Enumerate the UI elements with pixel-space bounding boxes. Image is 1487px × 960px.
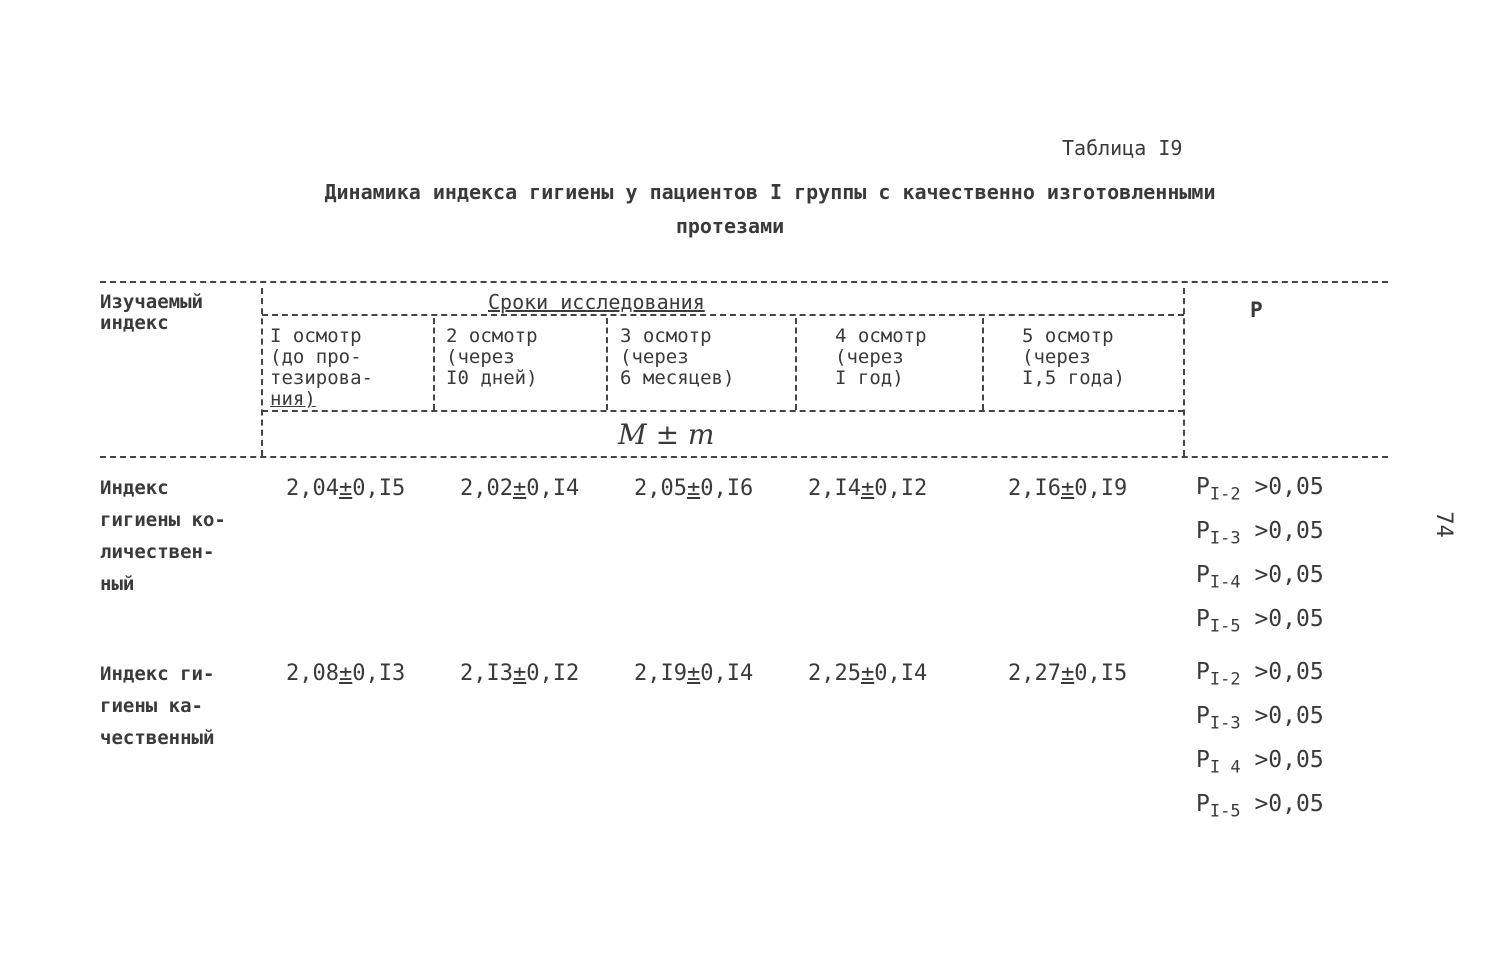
value-cell: 2,04±0,I5 <box>286 476 406 501</box>
p-value: $P_{I-2} >0,05$ <box>1196 659 1324 690</box>
visits-bottom-rule <box>262 410 1184 412</box>
p-value: $P_{I-5} >0,05$ <box>1196 606 1324 637</box>
header-unit-mean-sd: M ± m <box>618 418 715 451</box>
p-value: $P_{I-2} >0,05$ <box>1196 474 1324 505</box>
value-cell: 2,I3±0,I2 <box>460 661 580 686</box>
row-label-quantitative: Индекс гигиены ко- личествен- ный <box>100 477 226 595</box>
table-top-rule <box>100 281 1388 283</box>
header-bottom-rule <box>100 456 1388 458</box>
header-study-periods: Сроки исследования <box>488 290 705 314</box>
value-cell: 2,25±0,I4 <box>808 661 928 686</box>
periods-underline <box>262 314 1184 316</box>
page-number: 74 <box>1430 511 1456 538</box>
p-value: $P_{I-3} >0,05$ <box>1196 518 1324 549</box>
header-visit-2: 2 осмотр (через I0 дней) <box>446 325 538 389</box>
p-value: $P_{I-4} >0,05$ <box>1196 562 1324 593</box>
p-value: $P_{I-5} >0,05$ <box>1196 791 1324 822</box>
header-index: Изучаемый индекс <box>100 291 203 334</box>
value-cell: 2,I9±0,I4 <box>634 661 754 686</box>
row-label-qualitative: Индекс ги- гиены ка- чественный <box>100 663 215 749</box>
col-divider <box>1183 288 1185 456</box>
col-divider <box>795 318 797 410</box>
value-cell: 2,08±0,I3 <box>286 661 406 686</box>
col-divider <box>982 318 984 410</box>
table-label: Таблица I9 <box>1062 136 1183 160</box>
value-cell: 2,27±0,I5 <box>1008 661 1128 686</box>
col-divider <box>433 318 435 410</box>
value-cell: 2,I4±0,I2 <box>808 476 928 501</box>
value-cell: 2,02±0,I4 <box>460 476 580 501</box>
header-visit-3: 3 осмотр (через 6 месяцев) <box>620 325 735 389</box>
header-visit-5: 5 осмотр (через I,5 года) <box>1022 325 1125 389</box>
table-title: Динамика индекса гигиены у пациентов I группы с качественно изготовленными <box>324 180 1216 204</box>
col-divider <box>261 288 263 456</box>
p-value: $P_{I 4} >0,05$ <box>1196 747 1324 778</box>
table-title-line2: протезами <box>675 214 785 238</box>
header-visit-4: 4 осмотр (через I год) <box>835 325 927 389</box>
col-divider <box>606 318 608 410</box>
value-cell: 2,I6±0,I9 <box>1008 476 1128 501</box>
value-cell: 2,05±0,I6 <box>634 476 754 501</box>
p-value: $P_{I-3} >0,05$ <box>1196 703 1324 734</box>
header-visit-1: I осмотр (до про- тезирова- ния) <box>270 325 373 410</box>
header-p: Р <box>1250 298 1263 322</box>
